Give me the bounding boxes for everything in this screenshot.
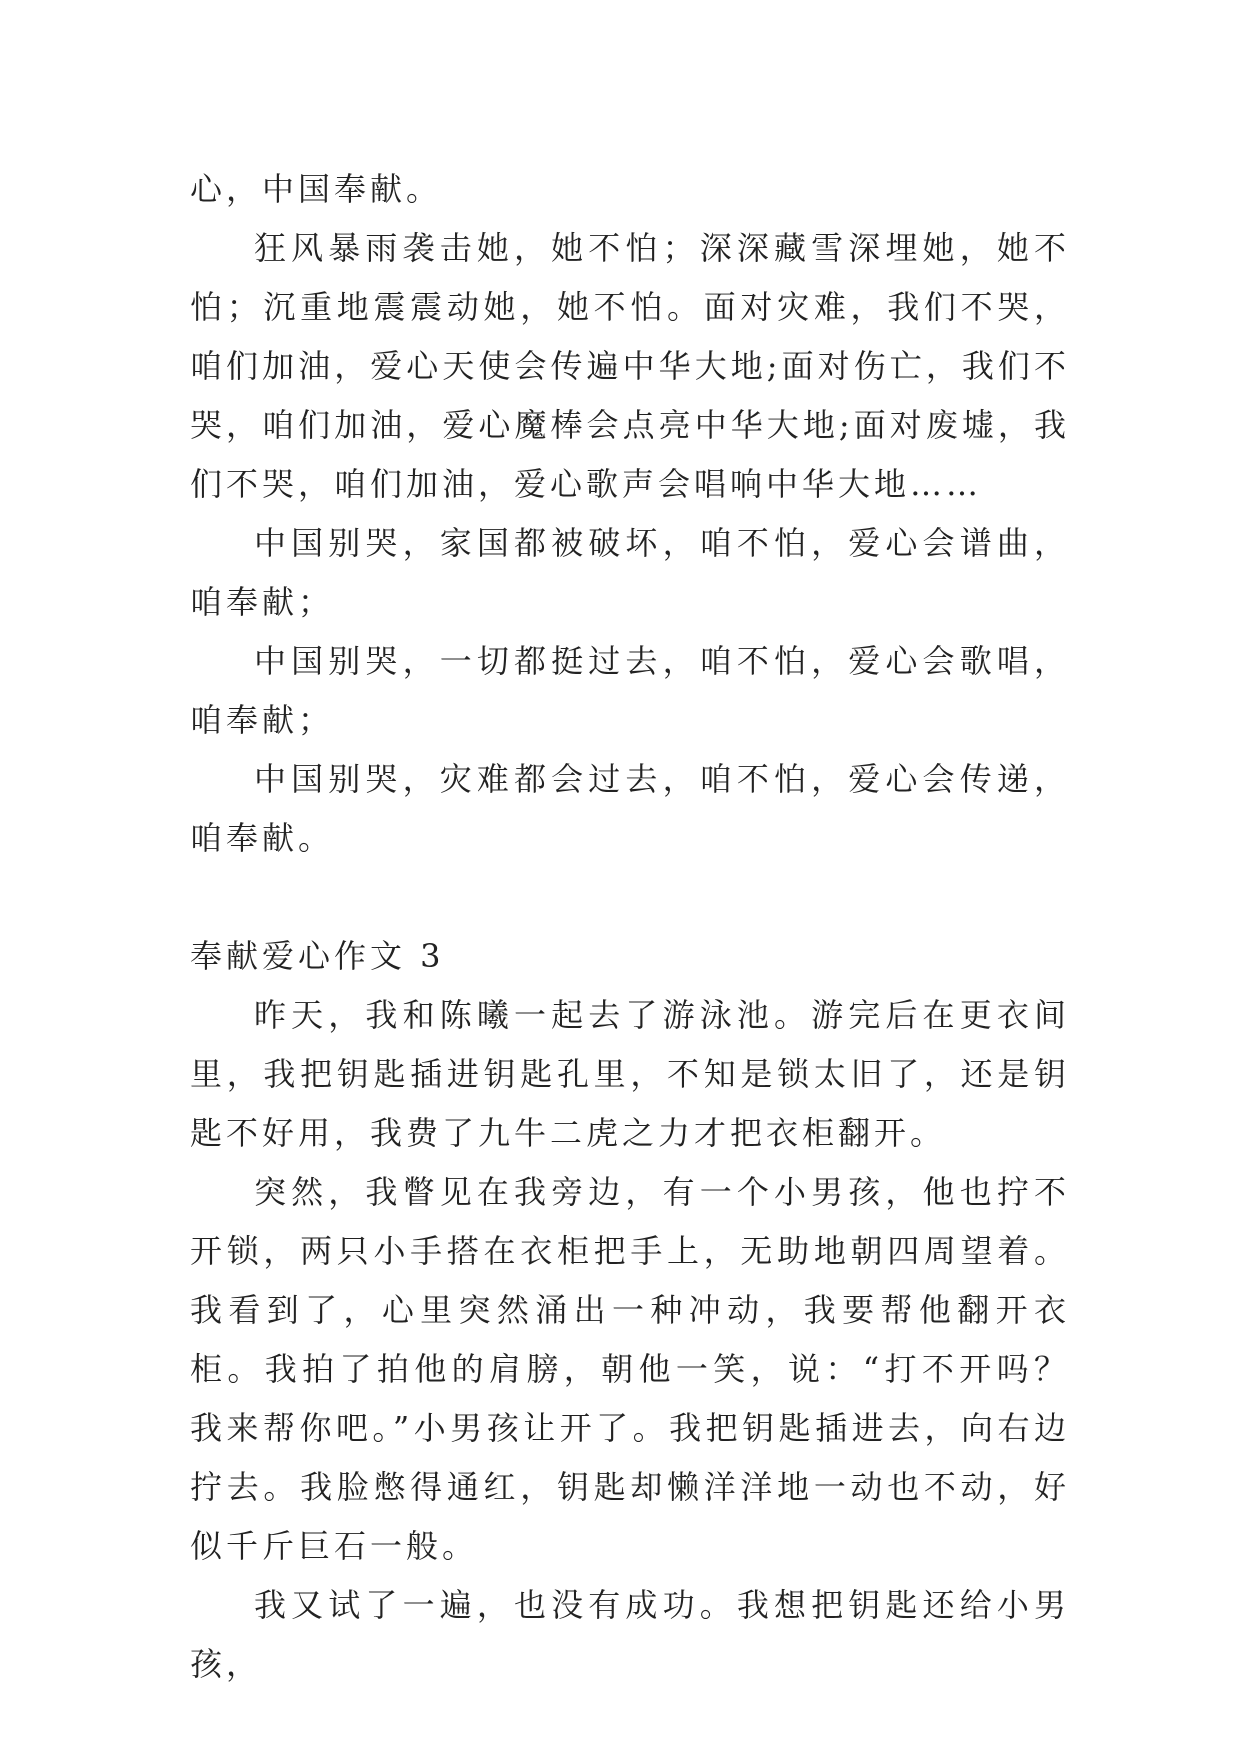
paragraph-continuation: 心，中国奉献。 (190, 170, 443, 208)
paragraph: 中国别哭，一切都挺过去，咱不怕，爱心会歌唱，咱奉献； (190, 642, 1070, 739)
paragraph: 我又试了一遍，也没有成功。我想把钥匙还给小男孩， (190, 1586, 1070, 1683)
section-gap (190, 868, 1070, 927)
paragraph: 突然，我瞥见在我旁边，有一个小男孩，他也拧不开锁，两只小手搭在衣柜把手上，无助地朝四周望着。我看到了，心里突然涌出一种冲动，我要帮他翻开衣柜。我拍了拍他的肩膀，朝他一笑，说：“打不开吗？我来帮你吧。”小男孩让开了。我把钥匙插进去，向右边拧去。我脸憋得通红，钥匙却懒洋洋地一动也不动，好似千斤巨石一般。 (190, 1173, 1070, 1565)
paragraph: 中国别哭，家国都被破坏，咱不怕，爱心会谱曲，咱奉献； (190, 524, 1070, 621)
document-body (190, 160, 1070, 1694)
paragraph: 昨天，我和陈曦一起去了游泳池。游完后在更衣间里，我把钥匙插进钥匙孔里，不知是锁太旧了，还是钥匙不好用，我费了九牛二虎之力才把衣柜翻开。 (190, 996, 1070, 1152)
paragraph: 狂风暴雨袭击她，她不怕；深深藏雪深埋她，她不怕；沉重地震震动她，她不怕。面对灾难，我们不哭，咱们加油，爱心天使会传遍中华大地;面对伤亡，我们不哭，咱们加油，爱心魔棒会点亮中华大地;面对废墟，我们不哭，咱们加油，爱心歌声会唱响中华大地…… (190, 229, 1070, 503)
paragraph: 中国别哭，灾难都会过去，咱不怕，爱心会传递，咱奉献。 (190, 760, 1070, 857)
section-title: 奉献爱心作文 3 (190, 937, 445, 975)
